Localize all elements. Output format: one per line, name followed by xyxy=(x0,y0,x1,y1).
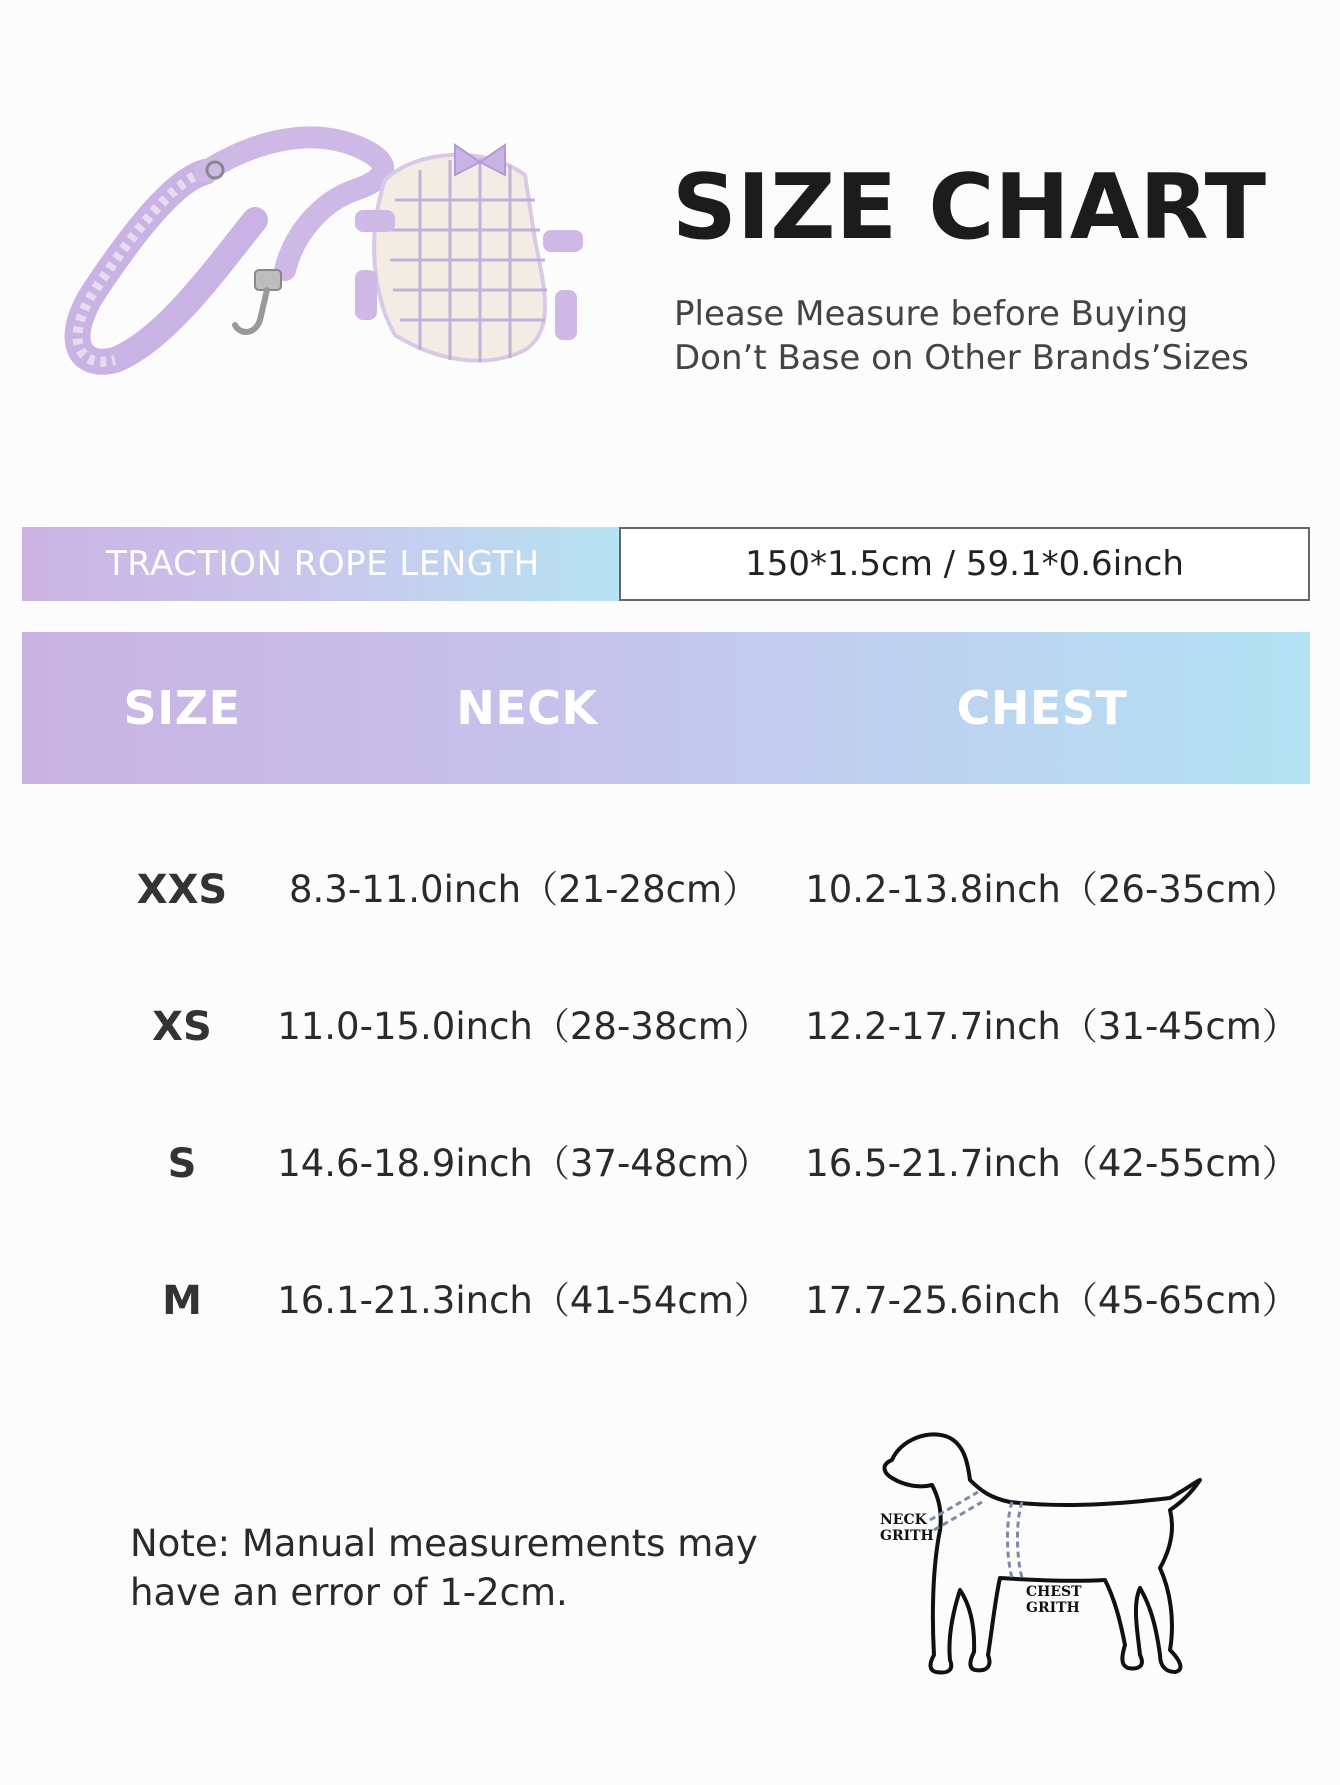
chest-cell: 16.5-21.7inch（42-55cm） xyxy=(805,1142,1299,1185)
product-image xyxy=(55,120,645,400)
rope-length-label: TRACTION ROPE LENGTH xyxy=(22,527,619,601)
rope-length-value: 150*1.5cm / 59.1*0.6inch xyxy=(619,527,1310,601)
neck-girth-label: NECK xyxy=(880,1512,927,1528)
chest-girth-label-2: GRITH xyxy=(1026,1600,1080,1616)
size-cell: XXS xyxy=(136,867,228,913)
table-row xyxy=(22,987,1310,1067)
page-title: SIZE CHART xyxy=(672,155,1267,260)
table-row xyxy=(22,850,1310,930)
table-row xyxy=(22,1261,1310,1341)
neck-cell: 16.1-21.3inch（41-54cm） xyxy=(277,1279,771,1322)
harness-illustration xyxy=(355,145,583,362)
subtitle-line-2: Don’t Base on Other Brands’Sizes xyxy=(674,338,1249,378)
table-header xyxy=(22,632,1310,784)
chest-girth-label: CHEST xyxy=(1026,1584,1082,1600)
leash-illustration xyxy=(78,137,384,361)
neck-cell: 11.0-15.0inch（28-38cm） xyxy=(277,1005,771,1048)
note-line-1: Note: Manual measurements may xyxy=(130,1522,758,1565)
rope-length-row xyxy=(22,527,1310,601)
dog-measurement-diagram xyxy=(870,1420,1210,1720)
table-row xyxy=(22,1124,1310,1204)
size-cell: S xyxy=(167,1141,197,1187)
note-line-2: have an error of 1-2cm. xyxy=(130,1571,568,1614)
size-cell: XS xyxy=(152,1004,212,1050)
column-header-size: SIZE xyxy=(123,681,241,735)
chest-cell: 17.7-25.6inch（45-65cm） xyxy=(805,1279,1299,1322)
column-header-chest: CHEST xyxy=(956,681,1128,735)
size-cell: M xyxy=(162,1278,202,1324)
neck-cell: 14.6-18.9inch（37-48cm） xyxy=(277,1142,771,1185)
chest-cell: 12.2-17.7inch（31-45cm） xyxy=(805,1005,1299,1048)
neck-cell: 8.3-11.0inch（21-28cm） xyxy=(289,868,759,911)
dog-outline xyxy=(885,1434,1201,1672)
column-header-neck: NECK xyxy=(456,681,598,735)
neck-girth-label-2: GRITH xyxy=(880,1528,934,1544)
subtitle-line-1: Please Measure before Buying xyxy=(674,294,1189,334)
chest-cell: 10.2-13.8inch（26-35cm） xyxy=(805,868,1299,911)
